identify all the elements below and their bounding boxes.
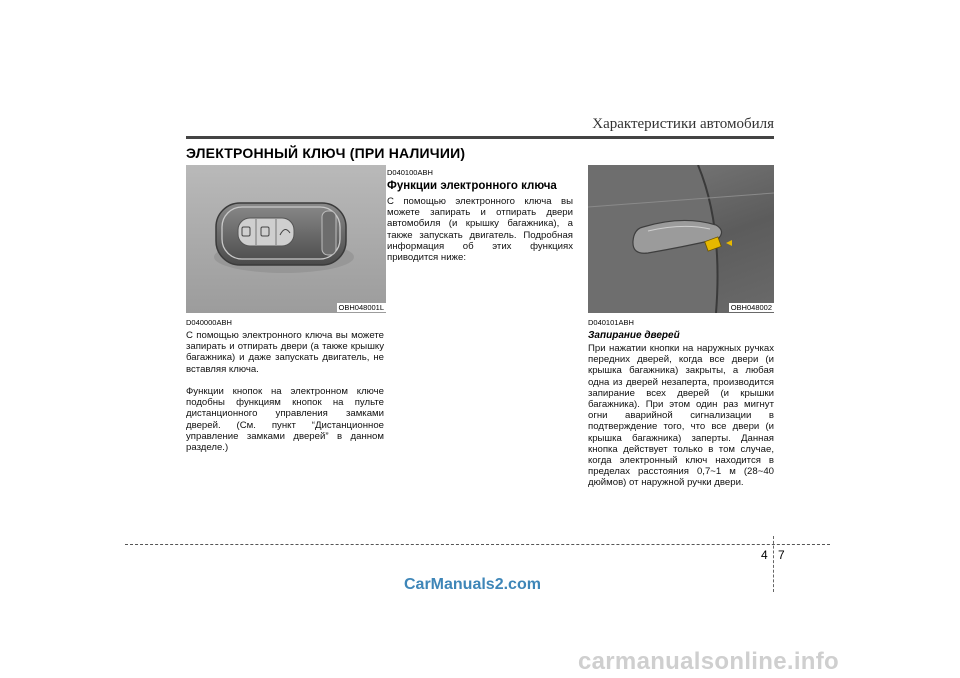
column2-heading: Функции электронного ключа	[387, 180, 557, 192]
column3-code: D040101ABH	[588, 318, 634, 327]
page-number-divider	[773, 536, 774, 592]
column2-paragraph1: С помощью электронного ключа вы можете запирать и отпирать двери автомобиля (и крышку багажника), а также запускать двигатель. Подробная информация об этих функциях приводится ниже:	[387, 196, 573, 264]
column2-code: D040100ABH	[387, 168, 433, 177]
watermark-carmanuals2: CarManuals2.com	[404, 576, 541, 593]
figure-code-door: OBH048002	[730, 303, 772, 312]
door-handle-illustration	[588, 165, 774, 313]
section-title: ЭЛЕКТРОННЫЙ КЛЮЧ (ПРИ НАЛИЧИИ)	[186, 145, 466, 161]
chapter-title: Характеристики автомобиля	[592, 116, 774, 132]
footer-rule	[125, 544, 830, 545]
column3-heading: Запирание дверей	[588, 330, 680, 341]
figure-code-key: OBH048001L	[338, 303, 384, 312]
column1-code: D040000ABH	[186, 318, 232, 327]
page-number: 7	[778, 548, 785, 562]
door-handle-photo	[588, 165, 774, 313]
column3-paragraph1: При нажатии кнопки на наружных ручках передних дверей, когда все двери (и крышка багажника) закрыты, а любая одна из дверей незаперта, производится запирание всех дверей (и крышки багажника). При этом один раз мигнут огни аварийной сигнализации в подтверждение того, что все двери (и крышка багажника) заперты. Данная кнопка действует только в том случае, когда электронный ключ находится в пределах расстояния 0,7~1 м (28~40 дюймов) от наружной ручки двери.	[588, 343, 774, 489]
column1-paragraph2: Функции кнопок на электронном ключе подобны функциям кнопок на пульте дистанционного управления замками дверей. (См. пункт “Дистанционное управление замками дверей” в данном разделе.)	[186, 386, 384, 454]
header-rule	[186, 136, 774, 139]
page-number-chapter: 4	[761, 548, 768, 562]
smart-key-illustration	[186, 165, 386, 313]
watermark-carmanualsonline: carmanualsonline.info	[578, 648, 840, 675]
column1-paragraph1: С помощью электронного ключа вы можете запирать и отпирать двери (а также крышку багажника) и даже запускать двигатель, не вставляя ключа.	[186, 330, 384, 375]
smart-key-photo	[186, 165, 386, 313]
